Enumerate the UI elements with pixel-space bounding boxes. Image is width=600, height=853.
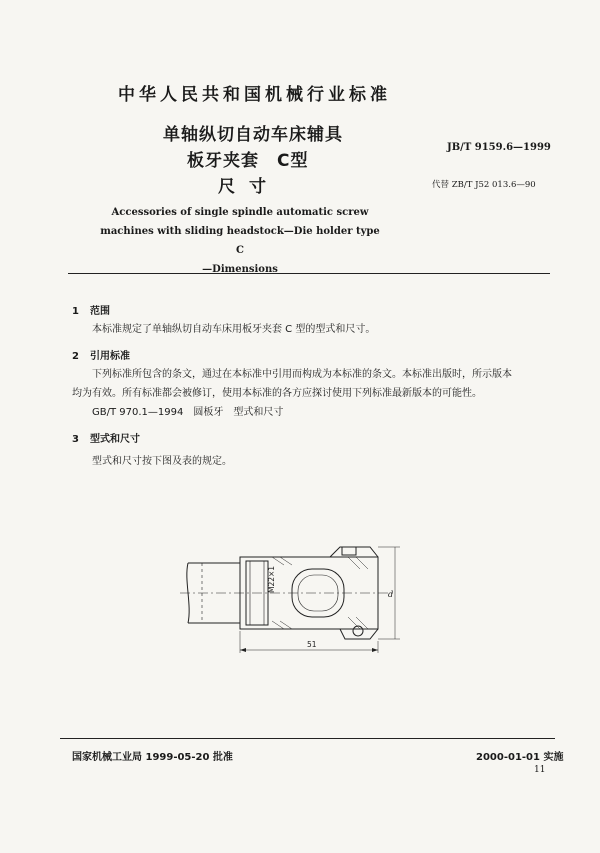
section-3-body [92, 452, 232, 471]
section-3-heading [72, 430, 140, 445]
title-cn-line1: 单轴纵切自动车床辅具 [163, 125, 343, 145]
section-number: 1 [72, 306, 79, 317]
reference-standard: GB/T 970.1—1994 圆板牙 型式和尺寸 [92, 407, 284, 418]
shank-outline [188, 563, 240, 623]
title-en-line2: machines with sliding headstock—Die holder type C [100, 226, 380, 256]
thread-label: M22×1 [267, 565, 276, 593]
title-en-line1: Accessories of single spindle automatic screw [111, 207, 369, 218]
section-title: 引用标准 [90, 351, 130, 362]
length-label: 51 [307, 640, 317, 649]
issuing-body: 中华人民共和国机械行业标准 [118, 85, 391, 105]
paragraph-line: 型式和尺寸按下图及表的规定。 [92, 456, 232, 467]
title-en [100, 203, 380, 279]
die-holder-drawing [180, 535, 420, 665]
bottom-lug [340, 629, 378, 639]
approval-note: 国家机械工业局 1999-05-20 批准 [72, 752, 233, 763]
title-cn-line3: 尺寸 [218, 177, 280, 197]
replaces-standard: 代替 ZB/T J52 013.6—90 [432, 180, 536, 190]
section-number: 3 [72, 434, 79, 445]
footer-divider [60, 738, 555, 739]
paragraph-line: 均为有效。所有标准都会被修订，使用本标准的各方应探讨使用下列标准最新版本的可能性。 [72, 388, 482, 399]
section-1-body [92, 320, 375, 339]
window-slot [292, 569, 344, 617]
screw-head [353, 626, 363, 636]
section-number: 2 [72, 351, 79, 362]
section-title: 范围 [90, 306, 110, 317]
diameter-label: d [388, 590, 394, 599]
paragraph-line: 下列标准所包含的条文，通过在本标准中引用而构成为本标准的条文。本标准出版时，所示版本 [92, 369, 512, 380]
section-2-heading [72, 347, 130, 362]
paragraph-line: 本标准规定了单轴纵切自动车床用板牙夹套 C 型的型式和尺寸。 [92, 324, 376, 335]
standard-number: JB/T 9159.6—1999 [447, 142, 551, 153]
title-cn-line2: 板牙夹套 C型 [187, 151, 309, 171]
implementation-date: 2000-01-01 实施 [476, 752, 564, 763]
header-divider [68, 273, 550, 274]
section-2-body [72, 365, 552, 422]
section-1-heading [72, 302, 110, 317]
title-en-line3: —Dimensions [202, 264, 278, 275]
section-title: 型式和尺寸 [90, 434, 140, 445]
page-number: 11 [534, 765, 546, 775]
